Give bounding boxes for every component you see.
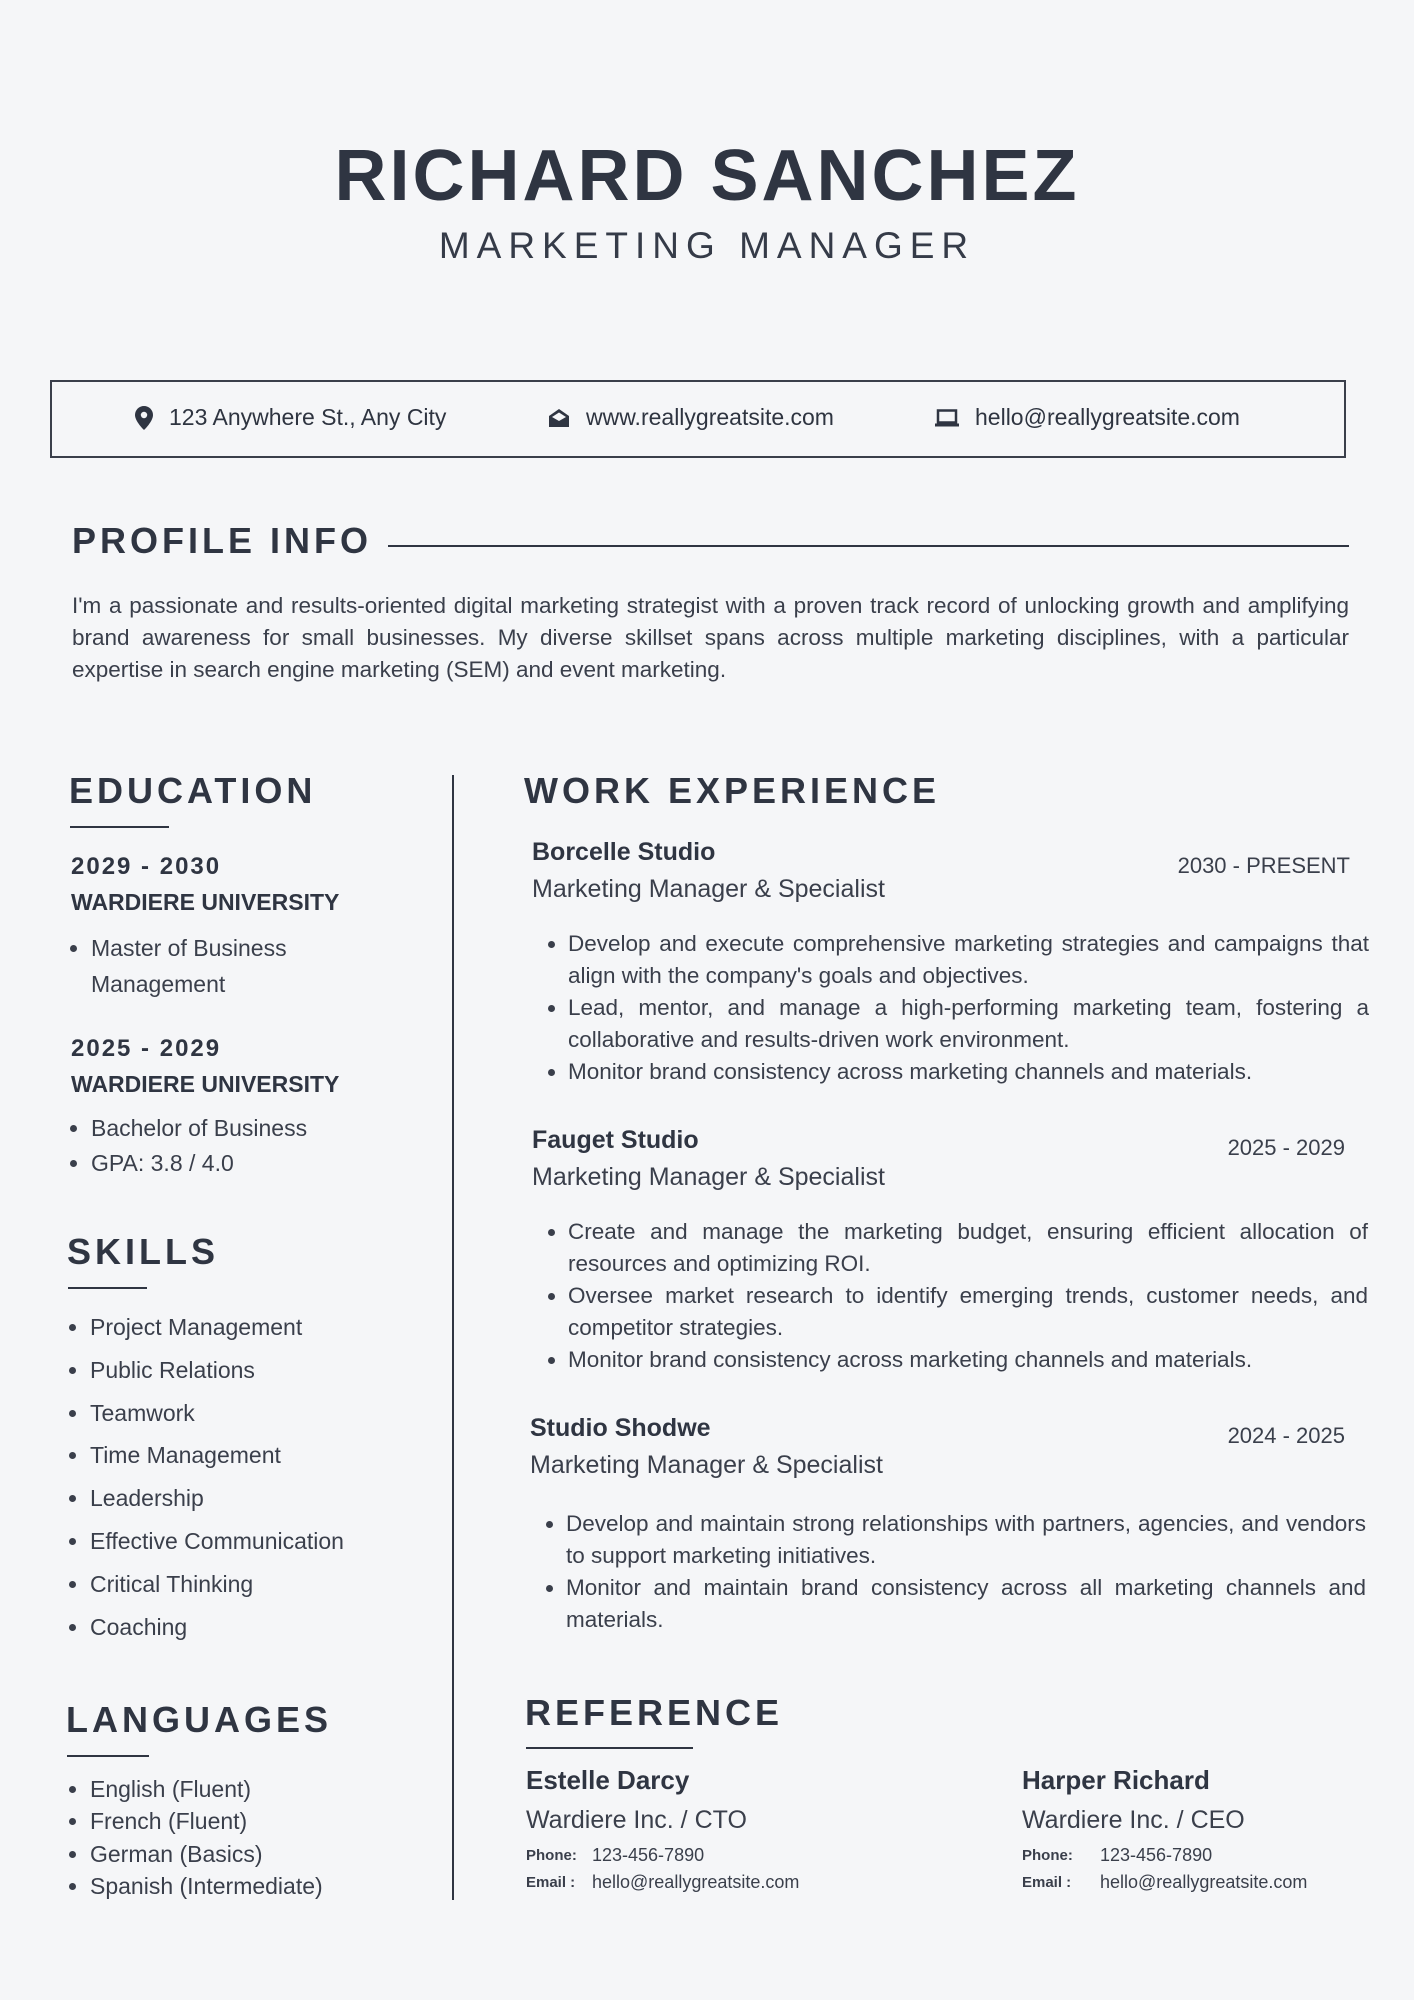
list-item: • Develop and execute comprehensive marketing strategies and campaigns that align with the company's goals and objectives. xyxy=(568,928,1369,992)
list-item: • Lead, mentor, and manage a high-performing marketing team, fostering a collaborative and results-driven work environment. xyxy=(568,992,1369,1056)
list-item: • Public Relations xyxy=(90,1349,430,1392)
job-dates: 2024 - 2025 xyxy=(1227,1423,1345,1448)
resume-role: MARKETING MANAGER xyxy=(438,225,976,266)
job-title: Marketing Manager & Specialist xyxy=(530,1451,883,1479)
envelope-open-icon xyxy=(548,408,570,428)
email-label: Email : xyxy=(1022,1874,1072,1891)
list-item: • GPA: 3.8 / 4.0 xyxy=(91,1146,421,1181)
website-text[interactable]: www.reallygreatsite.com xyxy=(586,404,834,430)
education-details xyxy=(71,930,351,1002)
resume-name: RICHARD SANCHEZ xyxy=(334,136,1080,216)
skills-list xyxy=(70,1306,430,1648)
list-item: • English (Fluent) xyxy=(90,1773,430,1805)
phone-value: 123-456-7890 xyxy=(1100,1845,1213,1865)
contact-website[interactable] xyxy=(548,404,834,431)
work-heading: WORK EXPERIENCE xyxy=(524,770,941,811)
reference-underline xyxy=(526,1747,693,1749)
list-item: • Create and manage the marketing budget, ensuring efficient allocation of resources and optimizing ROI. xyxy=(568,1216,1368,1280)
reference-email xyxy=(1022,1872,1352,1893)
job-company: Borcelle Studio xyxy=(532,838,716,866)
list-item: • Effective Communication xyxy=(90,1520,430,1563)
reference-heading: REFERENCE xyxy=(525,1692,784,1733)
list-item: • German (Basics) xyxy=(90,1838,430,1870)
list-item: • Teamwork xyxy=(90,1392,430,1435)
list-item: • Monitor brand consistency across marketing channels and materials. xyxy=(568,1056,1369,1088)
column-divider xyxy=(452,775,454,1900)
list-item: • French (Fluent) xyxy=(90,1805,430,1837)
job-title: Marketing Manager & Specialist xyxy=(532,875,885,903)
job-bullets xyxy=(548,928,1369,1088)
phone-label: Phone: xyxy=(526,1847,577,1864)
job-title: Marketing Manager & Specialist xyxy=(532,1163,885,1191)
email-label: Email : xyxy=(526,1874,576,1891)
education-details xyxy=(71,1111,421,1181)
phone-value: 123-456-7890 xyxy=(592,1845,705,1865)
skills-heading: SKILLS xyxy=(67,1231,220,1272)
list-item: • Leadership xyxy=(90,1477,430,1520)
education-heading: EDUCATION xyxy=(69,770,317,811)
list-item: • Project Management xyxy=(90,1306,430,1349)
languages-underline xyxy=(67,1755,149,1757)
job-company: Fauget Studio xyxy=(532,1126,699,1154)
email-value[interactable]: hello@reallygreatsite.com xyxy=(592,1872,800,1892)
list-item: • Critical Thinking xyxy=(90,1563,430,1606)
email-text[interactable]: hello@reallygreatsite.com xyxy=(975,404,1240,430)
reference-card xyxy=(526,1765,966,1893)
reference-phone xyxy=(1022,1845,1352,1866)
reference-org: Wardiere Inc. / CEO xyxy=(1022,1806,1245,1834)
address-text: 123 Anywhere St., Any City xyxy=(169,404,447,430)
skills-underline xyxy=(68,1287,147,1289)
profile-heading: PROFILE INFO xyxy=(72,520,372,561)
languages-list xyxy=(70,1773,430,1902)
list-item: • Coaching xyxy=(90,1606,430,1649)
job-bullets xyxy=(546,1508,1366,1636)
education-years: 2025 - 2029 xyxy=(71,1035,222,1062)
contact-email[interactable] xyxy=(935,404,1240,431)
list-item: • Monitor brand consistency across marketing channels and materials. xyxy=(568,1344,1368,1376)
list-item: • Time Management xyxy=(90,1434,430,1477)
phone-label: Phone: xyxy=(1022,1847,1073,1864)
list-item: • Oversee market research to identify emerging trends, customer needs, and competitor strategies. xyxy=(568,1280,1368,1344)
email-value[interactable]: hello@reallygreatsite.com xyxy=(1100,1872,1308,1892)
job-dates: 2030 - PRESENT xyxy=(1177,853,1350,878)
reference-name: Harper Richard xyxy=(1022,1765,1210,1795)
education-years: 2029 - 2030 xyxy=(71,853,222,880)
reference-name: Estelle Darcy xyxy=(526,1765,690,1795)
profile-divider xyxy=(388,545,1349,547)
job-dates: 2025 - 2029 xyxy=(1227,1135,1345,1160)
list-item: • Monitor and maintain brand consistency across all marketing channels and materials. xyxy=(566,1572,1366,1636)
reference-email xyxy=(526,1872,966,1893)
reference-card xyxy=(1022,1765,1352,1893)
location-pin-icon xyxy=(135,406,153,430)
reference-org: Wardiere Inc. / CTO xyxy=(526,1806,747,1834)
contact-address xyxy=(135,404,446,431)
education-underline xyxy=(70,826,169,828)
languages-heading: LANGUAGES xyxy=(66,1699,333,1740)
job-company: Studio Shodwe xyxy=(530,1414,711,1442)
education-school: WARDIERE UNIVERSITY xyxy=(71,1071,340,1097)
reference-phone xyxy=(526,1845,966,1866)
laptop-icon xyxy=(935,409,959,427)
list-item: • Develop and maintain strong relationships with partners, agencies, and vendors to support marketing initiatives. xyxy=(566,1508,1366,1572)
list-item: • Master of Business Management xyxy=(91,930,351,1002)
education-school: WARDIERE UNIVERSITY xyxy=(71,889,340,915)
job-bullets xyxy=(548,1216,1368,1376)
list-item: • Bachelor of Business xyxy=(91,1111,421,1146)
list-item: • Spanish (Intermediate) xyxy=(90,1870,430,1902)
profile-text: I'm a passionate and results-oriented digital marketing strategist with a proven track record of unlocking growth and amplifying brand awareness for small businesses. My diverse skillset spans across multiple marketing disciplines, with a particular expertise in search engine marketing (SEM) and event marketing. xyxy=(72,593,1349,682)
